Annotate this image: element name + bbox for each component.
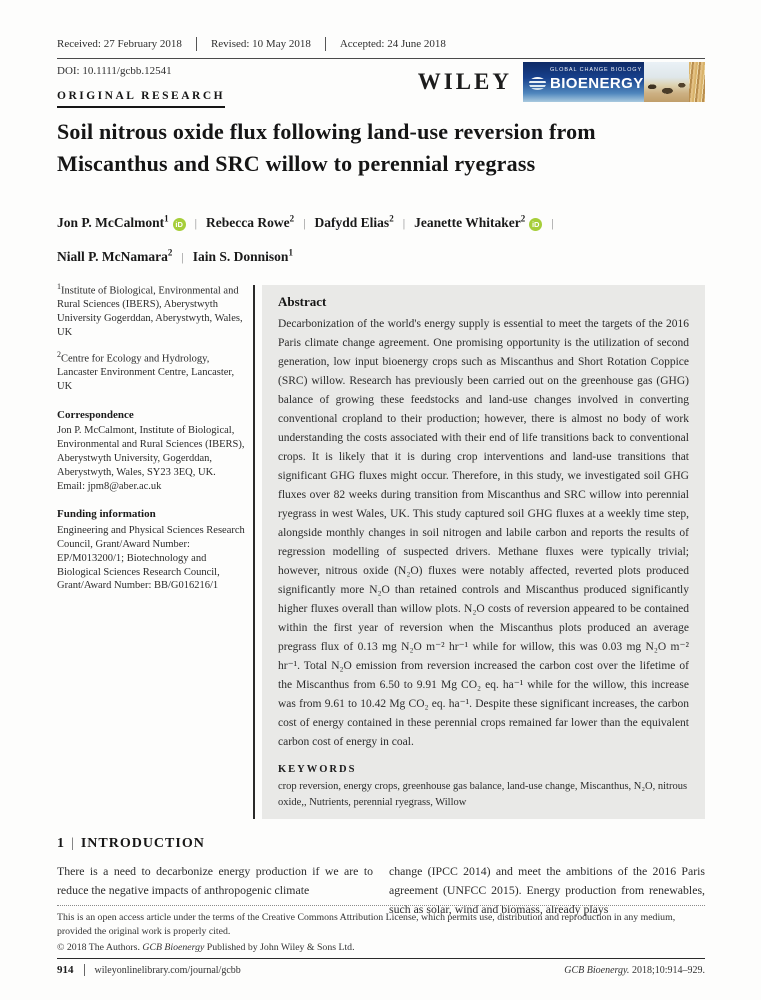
abstract-body: Decarbonization of the world's energy supply is essential to meet the targets of the 2016 Paris climate change agreement. One promising opportunity is the utilization of second generation, low input bioenergy crops such as Miscanthus and Short Rotation Coppice (SRC) willow. Research has previously been carried out on the greenhouse gas (GHG) balance of growing these feedstocks and land-use changes involved in converting conventional cropland to their production; however, there is almost no body of work understanding the costs associated with their end of life transitions back to conventional crops. It is likely that it is during crop interventions and land-use transitions that significant GHG fluxes might occur. Therefore, in this study, we investigated soil GHG fluxes over 82 weeks during transition from Miscanthus and SRC willow into perennial ryegrass in west Wales, UK. This study captured soil GHG fluxes at a weekly time step, alongside monthly changes in soil nitrogen and labile carbon and reports the results of regression modelling of suspected drivers. Methane fluxes were typically trivial; however, nitrous oxide (N₂O) fluxes were notably affected, reverted plots produced significantly more N₂O than retained controls and Miscanthus produced significantly higher fluxes overall than willow plots. N₂O costs of reversion appeared to be contained within the first year of reversion when the Miscanthus plots produced an average pregrass flux of 0.13 mg N₂O m⁻² hr⁻¹ while for willow, this was 0.03 mg N₂O m⁻² hr⁻¹. Total N₂O emission from reversion increased the carbon cost over the lifetime of the Miscanthus from 6.50 to 9.91 Mg CO₂ eq. ha⁻¹ while for the willow, this increase was from 9.61 to 10.42 Mg CO₂ eq. ha⁻¹. Despite these significant increases, the carbon cost of energy contained in these perennial crops remained far lower than the equivalent carbon cost of energy in coal. <box>278 318 689 748</box>
article-title-line2: Miscanthus and SRC willow to perennial ryegrass <box>57 151 536 176</box>
author-separator: | <box>194 215 198 230</box>
orcid-icon[interactable]: iD <box>173 218 186 231</box>
footer-left <box>57 964 241 976</box>
author-name: Iain S. Donnison <box>192 249 289 264</box>
journal-banner-blue <box>523 62 644 102</box>
author-name: Jon P. McCalmont <box>57 214 165 230</box>
publisher-brand <box>418 62 705 102</box>
keywords-body: crop reversion, energy crops, greenhouse gas balance, land-use change, Miscanthus, N₂O, nitrous oxide,, Nutrients, perennial ryegrass, Willow <box>278 781 688 808</box>
straw-closeup-photo <box>689 62 705 102</box>
open-access-license: This is an open access article under the terms of the Creative Commons Attribution License, which permits use, distribution and reproduction in any medium, provided the original work is properly cited. <box>57 905 705 939</box>
section-title: INTRODUCTION <box>80 836 205 851</box>
separator-bar <box>196 37 197 51</box>
separator-bar <box>325 37 326 51</box>
funding-heading: Funding information <box>57 508 156 521</box>
page-number: 914 <box>57 964 74 976</box>
accepted-date: Accepted: 24 June 2018 <box>339 38 446 50</box>
citation <box>564 965 705 976</box>
correspondence-body: Jon P. McCalmont, Institute of Biological, Environmental and Rural Sciences (IBERS), Aberystwyth University, Gogerddan, Aberystwyth, Wales, SY23 3EQ, UK. <box>57 425 245 478</box>
abstract-heading: Abstract <box>278 294 327 309</box>
article-type-label: ORIGINAL RESEARCH <box>57 90 225 108</box>
author-row <box>57 203 702 238</box>
journal-series-label: GLOBAL CHANGE BIOLOGY <box>550 67 643 73</box>
correspondence-email[interactable]: Email: jpm8@aber.ac.uk <box>57 480 162 492</box>
body-column-left: There is a need to decarbonize energy production if we are to reduce the negative impacts of anthropogenic climate <box>57 864 373 897</box>
revised-date: Revised: 10 May 2018 <box>210 38 311 50</box>
author-name: Niall P. McNamara <box>57 249 168 264</box>
received-date: Received: 27 February 2018 <box>57 38 182 50</box>
separator-bar <box>84 964 85 976</box>
gcb-wave-icon <box>529 77 546 90</box>
abstract-box <box>262 285 705 819</box>
hay-field-photo <box>644 62 690 102</box>
author-affiliation-mark: 2 <box>520 213 526 223</box>
doi-text[interactable]: DOI: 10.1111/gcbb.12541 <box>57 65 172 77</box>
author-name: Jeanette Whitaker <box>414 214 521 230</box>
affiliation-mark: 2 <box>57 349 61 359</box>
author-affiliation-mark: 1 <box>288 247 293 258</box>
affiliation-text: Centre for Ecology and Hydrology, Lancaster Environment Centre, Lancaster, UK <box>57 353 235 392</box>
article-info-sidebar <box>57 280 250 593</box>
author-affiliation-mark: 1 <box>164 213 169 223</box>
copyright-line <box>57 942 705 953</box>
copyright-journal: GCB Bioenergy <box>142 942 205 953</box>
author-list <box>57 203 702 272</box>
author-name: Rebecca Rowe <box>206 214 290 230</box>
journal-url[interactable]: wileyonlinelibrary.com/journal/gcbb <box>94 964 241 976</box>
author-affiliation-mark: 2 <box>167 247 173 258</box>
heading-separator: | <box>71 836 75 851</box>
abstract-divider-rule <box>253 285 255 819</box>
article-title <box>57 116 717 180</box>
article-history-row <box>57 37 705 59</box>
author <box>315 215 394 230</box>
author-affiliation-mark: 2 <box>389 213 394 223</box>
author <box>193 249 293 264</box>
author <box>57 249 172 264</box>
section-number: 1 <box>57 836 65 851</box>
author-row <box>57 238 702 273</box>
author-name: Dafydd Elias <box>314 214 390 230</box>
author <box>206 215 294 230</box>
author-separator: | <box>303 215 306 230</box>
funding-body: Engineering and Physical Sciences Research Council, Grant/Award Number: EP/M013200/1; Biotechnology and Biological Sciences Research Council, Grant/Award Number: BB/G016216/1 <box>57 525 245 592</box>
body-column-right: change (IPCC 2014) and meet the ambitions of the 2016 Paris agreement (UNFCC 2015). Energy production from renewables, such as solar, wind and biomass, already plays <box>389 864 705 916</box>
citation-detail: 2018;10:914–929. <box>631 964 705 976</box>
copyright-prefix: © 2018 The Authors. <box>57 942 140 953</box>
affiliation-2 <box>57 348 250 394</box>
author-separator: | <box>551 215 554 230</box>
journal-name-label: BIOENERGY <box>550 75 644 92</box>
author-separator: | <box>181 250 184 264</box>
correspondence-heading: Correspondence <box>57 408 134 421</box>
footer-bar <box>57 958 705 976</box>
author-affiliation-mark: 2 <box>289 213 295 223</box>
copyright-suffix: Published by John Wiley & Sons Ltd. <box>206 942 355 953</box>
affiliation-text: Institute of Biological, Environmental and Rural Sciences (IBERS), Aberystwyth University Gogerddan, Aberystwyth, Wales, UK <box>57 285 243 338</box>
author-separator: | <box>402 215 406 230</box>
orcid-icon[interactable]: iD <box>529 218 542 231</box>
citation-journal: GCB Bioenergy. <box>564 964 630 976</box>
affiliation-mark: 1 <box>57 282 61 291</box>
page-footer <box>57 905 705 976</box>
article-title-line1: Soil nitrous oxide flux following land-use reversion from <box>57 119 596 144</box>
keywords-heading: KEYWORDS <box>278 764 357 775</box>
affiliation-1 <box>57 280 250 340</box>
journal-banner-text <box>550 67 644 92</box>
section-heading <box>57 836 705 852</box>
abstract-section <box>253 285 705 819</box>
author <box>414 215 525 230</box>
author <box>57 215 169 230</box>
wiley-logo: WILEY <box>417 69 512 94</box>
journal-banner <box>523 62 705 102</box>
